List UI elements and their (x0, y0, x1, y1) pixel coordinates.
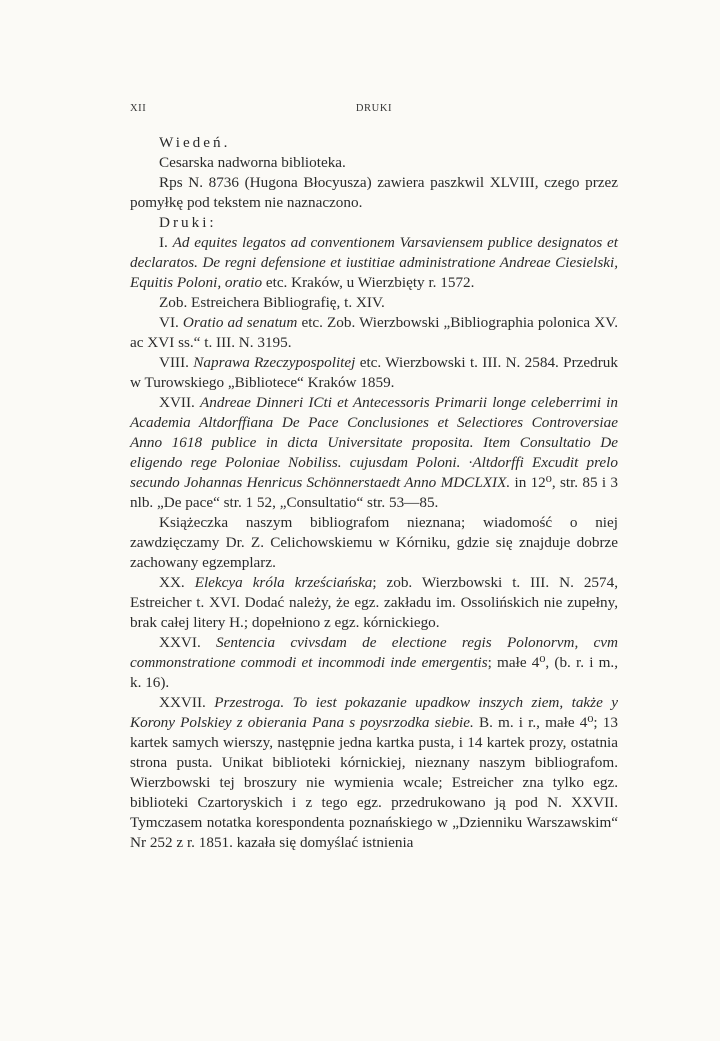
body-text: Książeczka naszym bibliografom nieznana; wiadomość o niej zawdzięczamy Dr. Z. Celichowskiemu w Kórniku, gdzie się znajduje dobrze zachowany egzemplarz. (130, 514, 618, 571)
body-text: Wiedeń. (159, 134, 231, 151)
body-text: B. m. i r., małe 4⁰; 13 kartek samych wierszy, następnie jedna kartka pusta, i 14 kartek prozy, ostatnia strona pusta. Unikat biblioteki kórnickiej, nieznany naszym bibliografom. Wierzbowski tej broszury nie wymienia wcale; Estreicher zna tylko egz. biblioteki Czartoryskich i z tego egz. przedrukowano ją pod N. XXVII. Tymczasem notatka korespondenta poznańskiego w „Dzienniku Warszawskim“ Nr 252 z r. 1851. kazała się domyślać istnienia (130, 714, 618, 851)
body-text: etc. Kraków, u Wierzbięty r. 1572. (262, 274, 475, 291)
body-text: ; małe 4⁰, (b. r. i m., k. 16). (130, 654, 618, 691)
body-text: Zob. Estreichera Bibliografię, t. XIV. (159, 294, 385, 311)
italic-title-text: Elekcya króla krześciańska (194, 574, 373, 591)
italic-title-text: Ad equites legatos ad conventionem Varsaviensem publice designatos et declaratos. De regni defensione et iustitiae administratione Andreae Ciesielski, Equitis Poloni, oratio (130, 234, 619, 291)
running-title: DRUKI (355, 103, 393, 114)
page-number: XII (130, 103, 147, 114)
body-text: XVII. (159, 394, 200, 411)
italic-title-text: Sentencia cvivsdam de electione regis Polonorvm, cvm commonstratione commodi et incommodi inde emergentis (130, 634, 618, 671)
paragraph (130, 353, 618, 393)
italic-title-text: Andreae Dinneri ICti et Antecessoris Primarii longe celeberrimi in Academia Altdorffiana De Pace Conclusiones et Selectiores Controversiae Anno 1618 publice in dicta Universitate proposita. Item Consultatio De eligendo rege Poloniae Nobiliss. cujusdam Poloni. ·Altdorffi Excudit prelo secundo Johannas Henricus Schönnerstaedt Anno MDCLXIX. (130, 394, 618, 491)
paragraph (130, 293, 618, 313)
italic-title-text: Oratio ad senatum (182, 314, 298, 331)
body-text: ; zob. Wierzbowski t. III. N. 2574, Estreicher t. XVI. Dodać należy, że egz. zakładu im. Ossolińskich nie zupełny, brak całej litery H.; dopełniono z egz. kórnickiego. (130, 574, 618, 631)
body-text: etc. Wierzbowski t. III. N. 2584. Przedruk w Turowskiego „Bibliotece“ Kraków 1859. (130, 354, 618, 391)
paragraph (130, 213, 618, 233)
body-text: Rps N. 8736 (Hugona Błocyusza) zawiera paszkwil XLVIII, czego przez pomyłkę pod tekstem nie naznaczono. (130, 174, 618, 211)
body-text: VIII. (159, 354, 194, 371)
paragraph (130, 633, 618, 693)
body-text: etc. Zob. Wierzbowski „Bibliographia polonica XV. ac XVI ss.“ t. III. N. 3195. (130, 314, 618, 351)
paragraph (130, 173, 618, 213)
page-body (130, 133, 618, 853)
paragraph (130, 693, 618, 853)
italic-title-text: Naprawa Rzeczypospolitej (193, 354, 356, 371)
body-text: in 12⁰, str. 85 i 3 nlb. „De pace“ str. 1 52, „Consultatio“ str. 53—85. (130, 474, 618, 511)
paragraph (130, 313, 618, 353)
paragraph (130, 133, 618, 153)
paragraph (130, 513, 618, 573)
body-text: VI. (159, 314, 183, 331)
body-text: XXVI. (159, 634, 217, 651)
body-text: I. (159, 234, 173, 251)
paragraph (130, 153, 618, 173)
paragraph (130, 573, 618, 633)
body-text: XX. (159, 574, 195, 591)
body-text: Cesarska nadworna biblioteka. (159, 154, 346, 171)
paragraph (130, 393, 618, 513)
italic-title-text: Przestroga. To iest pokazanie upadkow inszych ziem, także y Korony Polskiey z obierania Pana s poysrzodka siebie. (130, 694, 618, 731)
body-text: XXVII. (159, 694, 215, 711)
paragraph (130, 233, 618, 293)
body-text: Druki: (159, 214, 217, 231)
